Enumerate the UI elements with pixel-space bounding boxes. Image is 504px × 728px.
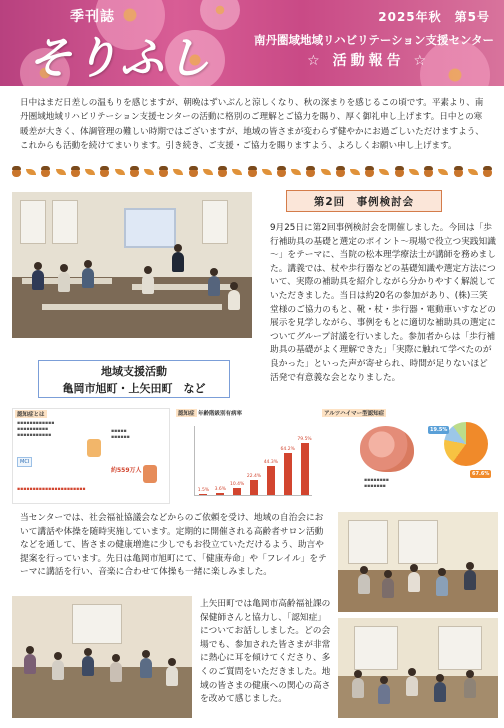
acorn-icon	[189, 168, 198, 177]
leaf-icon	[262, 169, 272, 175]
acorn-icon	[41, 168, 50, 177]
leaf-icon	[438, 169, 448, 175]
chart-value-label: 64.2%	[280, 446, 295, 452]
leaf-icon	[203, 169, 213, 175]
acorn-icon	[130, 168, 139, 177]
chart-value-label: 79.5%	[297, 436, 312, 442]
pie-chart	[444, 422, 488, 466]
acorn-icon	[395, 168, 404, 177]
chart-value-label: 22.4%	[246, 474, 262, 480]
brain-illustration	[360, 426, 414, 472]
issue-number: 2025年秋 第5号	[378, 10, 490, 24]
acorn-divider	[12, 166, 492, 178]
chart-value-label: 3.6%	[214, 486, 226, 492]
alzheimer-label: アルツハイマー型認知症	[324, 411, 385, 417]
chart-bar	[233, 488, 241, 495]
community-activity-place: 亀岡市旭町・上矢田町 など	[62, 382, 206, 395]
pie-tag-main: 67.6%	[472, 471, 490, 477]
chart-bar	[199, 494, 207, 495]
acorn-icon	[12, 168, 21, 177]
chart-value-label: 1.5%	[197, 488, 210, 494]
leaf-icon	[144, 169, 154, 175]
acorn-icon	[248, 168, 257, 177]
acorn-icon	[483, 168, 492, 177]
prevalence-chart	[174, 408, 314, 504]
leaf-icon	[232, 169, 242, 175]
case-study-meeting-photo	[12, 192, 252, 338]
alzheimer-slide: アルツハイマー型認知症 ▪▪▪▪▪▪▪▪ ▪▪▪▪▪▪▪ 19.5% 67.6%	[320, 408, 496, 504]
leaf-icon	[56, 169, 66, 175]
leaf-icon	[291, 169, 301, 175]
case-study-title: 第2回 事例検討会	[286, 190, 442, 212]
chart-bar	[216, 493, 224, 495]
leaf-icon	[409, 169, 419, 175]
acorn-icon	[277, 168, 286, 177]
intro-greeting: 日中はまだ日差しの温もりを感じますが、朝晩はずいぶんと涼しくなり、秋の深まりを感じるこの頃です。平素より、南丹圏域地域リハビリテーション支援センターの活動に格別のご理解とご協力を賜り、厚く御礼申し上げます。日中との寒暖差が大きく、体調管理の難しい時期ではございますが、地域の皆さまが変わらず健やかにお過ごしいただけますよう、これからも活動を続けてまいります。引き続き、ご支援・ご協力を賜りますよう、よろしくお願い申し上げます。	[20, 98, 484, 152]
doctor-illustration	[87, 439, 101, 457]
leaf-icon	[173, 169, 183, 175]
leaf-icon	[85, 169, 95, 175]
chart-bar	[267, 466, 275, 495]
leaf-icon	[350, 169, 360, 175]
chart-title: 年齢階級別有病率	[198, 411, 243, 417]
dementia-label: 認知症とは	[17, 412, 45, 418]
acorn-icon	[71, 168, 80, 177]
case-study-body: 9月25日に第2回事例検討会を開催しました。今回は「歩行補助具の基礎と選定のポイント～現場で役立つ実践知識～」をテーマに、当院の松本理学療法士が講師を務めました。講義では、杖や歩行器などの基礎知識や選定方法について、実際の補助具を紹介しながら分かりやすく解説していただきました。当日は約20名の参加があり、(株)三笑堂様のご協力のもと、靴・杖・歩行器・電動車いすなどの展示を見学しながら、事例をもとに適切な補助具の選定についてグループ討議を行いました。参加者からは「歩行補助具の基礎がよく理解できた」「実際に触れて学べたのが良かった」といった声が寄せられ、時間が足りないほど活発で有意義な会となりました。	[270, 223, 496, 383]
dementia-slide: 認知症とは ▪▪▪▪▪▪▪▪▪▪▪▪ ▪▪▪▪▪▪▪▪▪▪ ▪▪▪▪▪▪▪▪▪▪▪ MCI 約559万人 ▪▪▪▪▪ ▪▪▪▪▪▪ ▪▪▪▪▪▪▪▪▪▪▪▪▪▪▪▪▪▪▪▪▪▪	[12, 408, 170, 504]
kamiyada-body: 上矢田町では亀岡市高齢福祉課の保健師さんと協力し、「認知症」についてお話ししました。どの会場でも、参加された皆さまが非常に熱心に耳を傾けてくださり、多くのご質問をいただきました。地域の皆さまの健康への関心の高さを改めて感じました。	[200, 599, 331, 705]
acorn-icon	[336, 168, 345, 177]
chart-value-label: 10.4%	[229, 482, 245, 488]
acorn-icon	[218, 168, 227, 177]
leaf-icon	[379, 169, 389, 175]
mci-count: 約559万人	[111, 467, 142, 474]
projector-screen	[124, 208, 176, 248]
chart-label: 認知症	[178, 411, 195, 417]
magazine-logo: そりふし	[28, 33, 212, 84]
person-illustration	[143, 465, 157, 483]
pie-tag-sub: 19.5%	[430, 427, 448, 433]
masthead	[0, 0, 504, 86]
chart-bar	[284, 453, 292, 495]
chart-bar	[250, 480, 258, 495]
acorn-icon	[454, 168, 463, 177]
chart-bar	[301, 443, 309, 495]
leaf-icon	[115, 169, 125, 175]
leaf-icon	[321, 169, 331, 175]
acorn-icon	[159, 168, 168, 177]
organization-name: 南丹圏域地域リハビリテーション支援センター	[253, 33, 494, 47]
chart-value-label: 44.3%	[263, 459, 278, 465]
acorn-icon	[424, 168, 433, 177]
acorn-icon	[365, 168, 374, 177]
chart-plot	[194, 426, 312, 496]
kamiyada-lecture-photo	[338, 618, 498, 718]
community-activity-box	[38, 360, 230, 398]
asahi-lecture-photo	[338, 512, 498, 612]
acorn-icon	[306, 168, 315, 177]
leaf-icon	[468, 169, 478, 175]
exercise-session-photo	[12, 596, 192, 718]
community-activity-title: 地域支援活動	[101, 365, 167, 378]
mci-label: MCI	[17, 457, 32, 467]
acorn-icon	[100, 168, 109, 177]
leaf-icon	[26, 169, 36, 175]
community-activity-body: 当センターでは、社会福祉協議会などからのご依頼を受け、地域の自治会において講話や体操を随時実施しています。定期的に開催される高齢者サロン活動などを通して、皆さまの健康増進に少しでもお役立ていただけるよう、助言や提案を行っています。先日は亀岡市旭町にて、「健康寿命」や「フレイル」をテーマに講話を行い、音楽に合わせて体操も一緒に楽しみました。	[20, 513, 327, 578]
report-title: ☆ 活動報告 ☆	[307, 53, 430, 69]
magazine-label: 季刊誌	[70, 9, 115, 25]
